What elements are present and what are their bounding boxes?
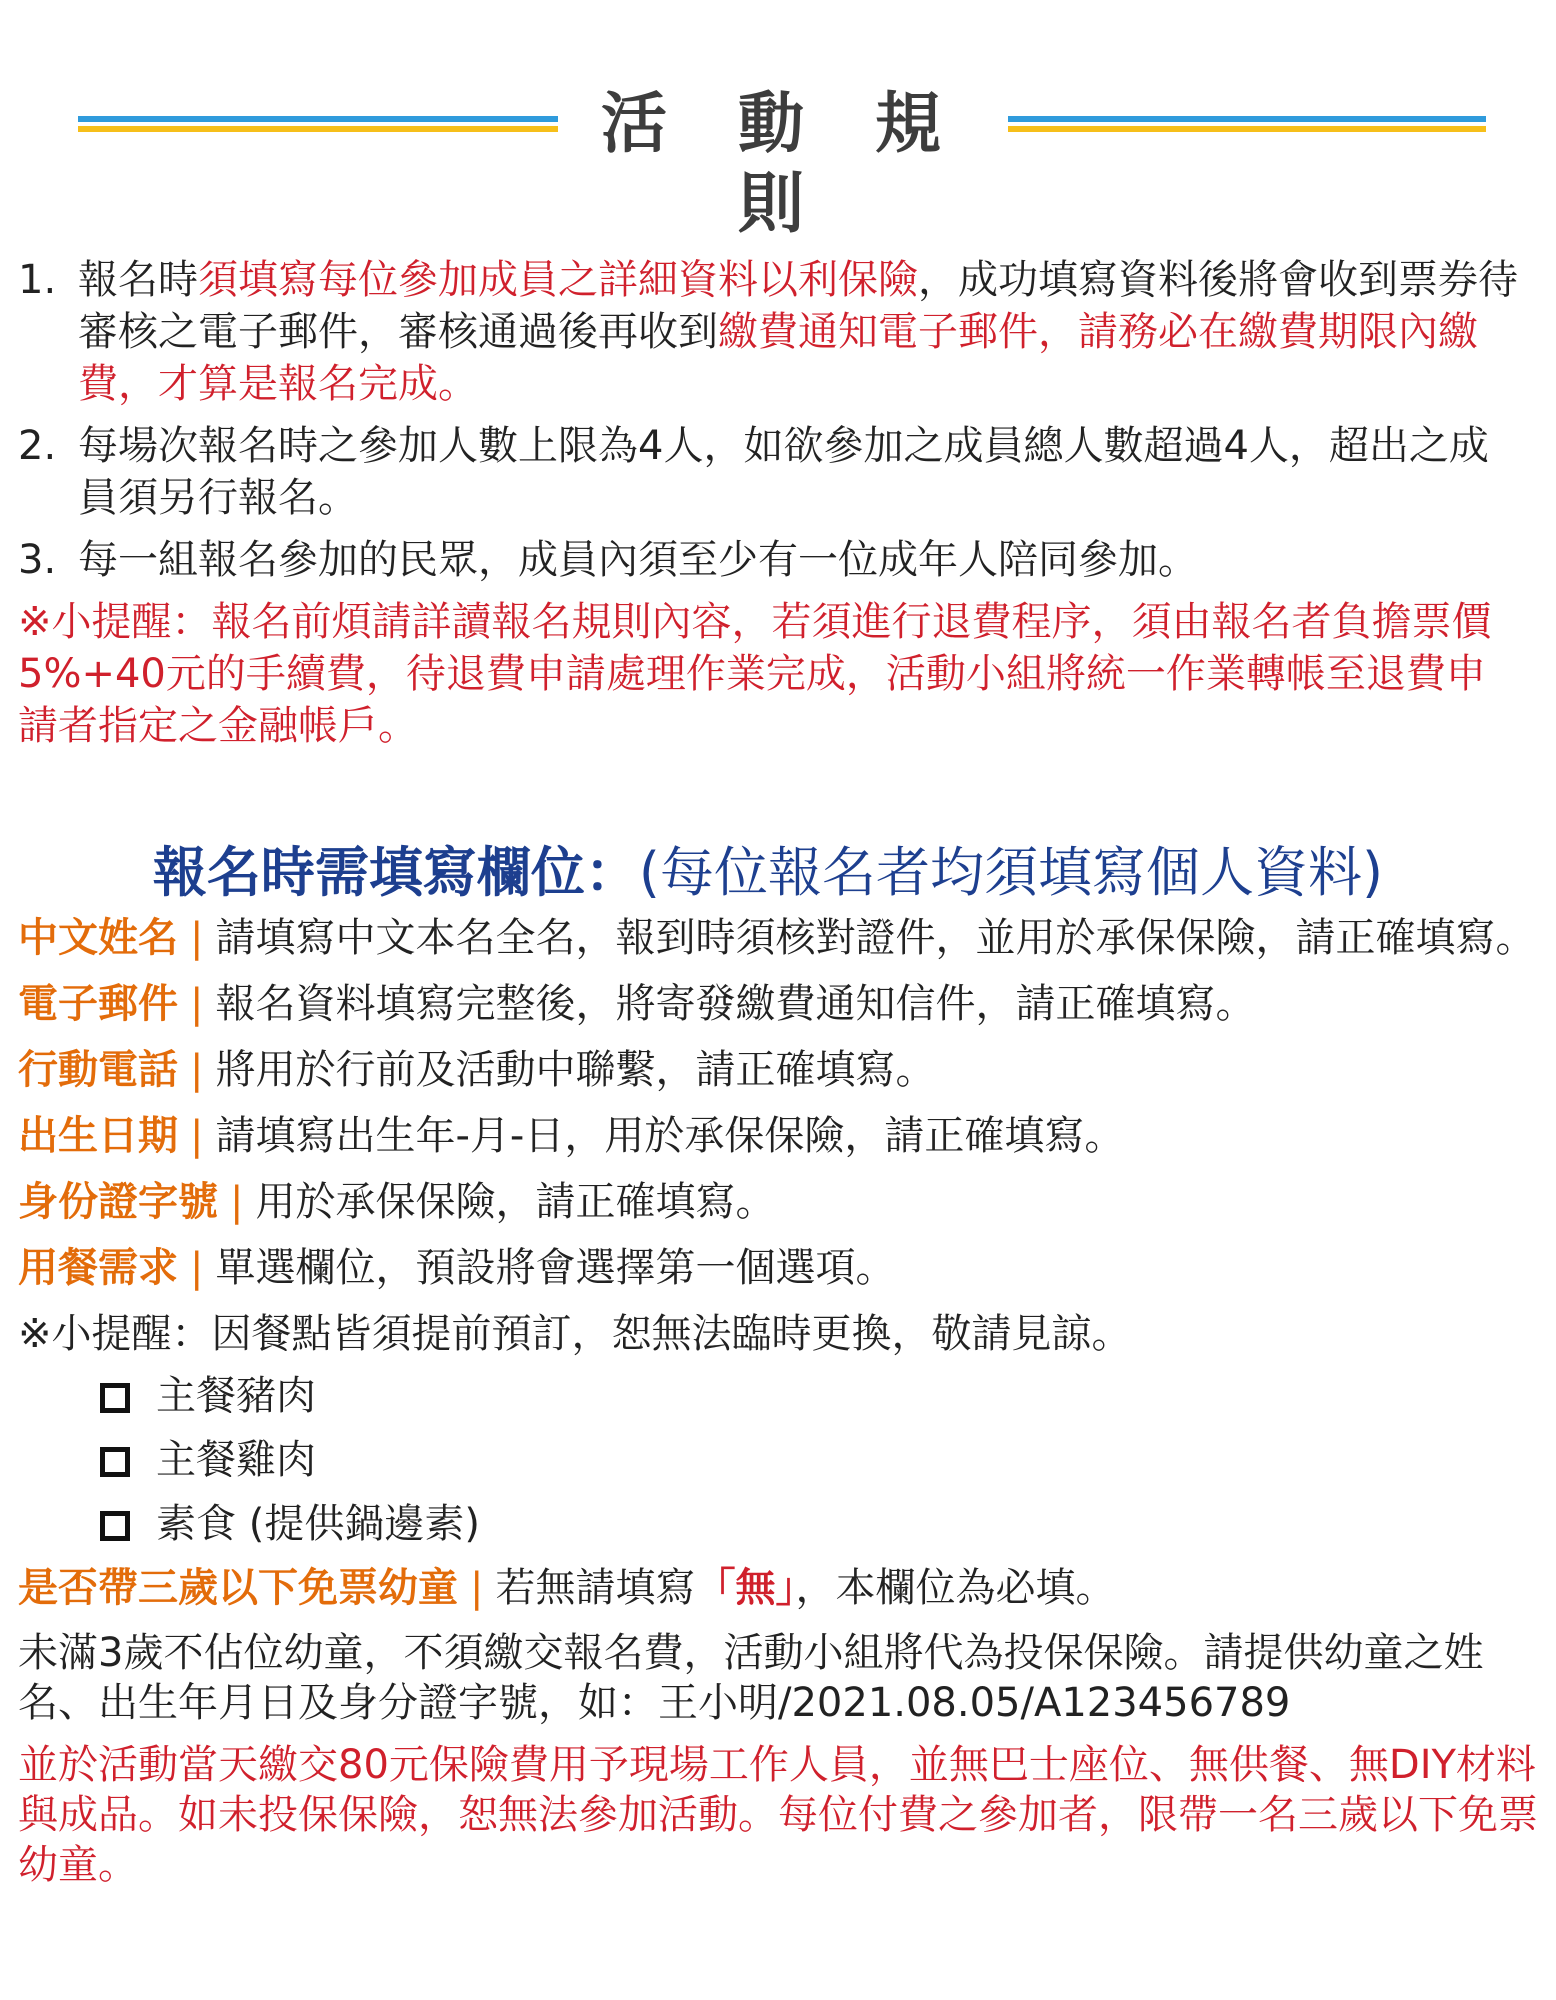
field-label: 出生日期 bbox=[18, 1113, 178, 1159]
field-desc: 用於承保保險，請正確填寫。 bbox=[255, 1179, 776, 1225]
field-label: 是否帶三歲以下免票幼童 bbox=[18, 1565, 458, 1611]
field-label: 身份證字號 bbox=[18, 1179, 218, 1225]
field-desc: 若無請填寫 bbox=[495, 1565, 696, 1611]
rule-item bbox=[18, 420, 1518, 524]
meal-option-label: 素食 (提供鍋邊素) bbox=[156, 1501, 480, 1547]
field-separator: | bbox=[470, 1565, 484, 1611]
rule-item bbox=[18, 254, 1518, 410]
rule-number: 2. bbox=[18, 423, 57, 469]
field-row-id-number bbox=[18, 1176, 1538, 1228]
fields-section-title bbox=[18, 838, 1518, 908]
field-label: 中文姓名 bbox=[18, 915, 178, 961]
meal-reminder: ※小提醒：因餐點皆須提前預訂，恕無法臨時更換，敬請見諒。 bbox=[18, 1311, 1132, 1357]
meal-option bbox=[18, 1370, 1538, 1422]
field-row-chinese-name bbox=[18, 912, 1538, 964]
field-separator: | bbox=[190, 1113, 204, 1159]
field-row-mobile bbox=[18, 1044, 1538, 1096]
field-desc: 請填寫中文本名全名，報到時須核對證件，並用於承保保險，請正確填寫。 bbox=[215, 915, 1536, 961]
checkbox-icon bbox=[100, 1383, 130, 1413]
field-separator: | bbox=[190, 1047, 204, 1093]
rule-text: 每一組報名參加的民眾，成員內須至少有一位成年人陪同參加。 bbox=[78, 537, 1198, 583]
field-desc: 將用於行前及活動中聯繫，請正確填寫。 bbox=[215, 1047, 936, 1093]
rule-text-highlight: 繳費通知電子郵件，請務必在繳費期限內繳費，才算是報名完成。 bbox=[78, 309, 1478, 407]
field-desc: 報名資料填寫完整後，將寄發繳費通知信件，請正確填寫。 bbox=[215, 981, 1256, 1027]
rule-text: ，成功填寫資料後將會收到票券待審核之電子郵件，審核通過後再收到 bbox=[78, 257, 1518, 355]
field-separator: | bbox=[190, 915, 204, 961]
field-separator: | bbox=[230, 1179, 244, 1225]
field-label: 電子郵件 bbox=[18, 981, 178, 1027]
page-header bbox=[0, 84, 1556, 242]
field-row-meal bbox=[18, 1242, 1538, 1294]
rule-text: 報名時 bbox=[78, 257, 198, 303]
checkbox-icon bbox=[100, 1511, 130, 1541]
field-label: 用餐需求 bbox=[18, 1245, 178, 1291]
rule-text: 每場次報名時之參加人數上限為4人，如欲參加之成員總人數超過4人，超出之成員須另行報名。 bbox=[78, 423, 1489, 521]
checkbox-icon bbox=[100, 1447, 130, 1477]
field-desc: ，本欄位為必填。 bbox=[795, 1565, 1116, 1611]
meal-option-label: 主餐雞肉 bbox=[156, 1437, 316, 1483]
page-title: 活 動 規 則 bbox=[601, 85, 965, 242]
child-note: 未滿3歲不佔位幼童，不須繳交報名費，活動小組將代為投保保險。請提供幼童之姓名、出生年月日及身分證字號，如：王小明/2021.08.05/A123456789 bbox=[18, 1630, 1484, 1726]
field-row-email bbox=[18, 978, 1538, 1030]
field-separator: | bbox=[190, 1245, 204, 1291]
rule-text-highlight: 須填寫每位參加成員之詳細資料以利保險 bbox=[198, 257, 918, 303]
fields-list bbox=[18, 912, 1538, 1890]
field-desc: 單選欄位，預設將會選擇第一個選項。 bbox=[215, 1245, 896, 1291]
meal-option-label: 主餐豬肉 bbox=[156, 1373, 316, 1419]
field-label: 行動電話 bbox=[18, 1047, 178, 1093]
field-row-child bbox=[18, 1562, 1538, 1614]
fields-title-note: (每位報名者均須填寫個人資料) bbox=[638, 841, 1384, 904]
decorative-lines-left bbox=[78, 110, 558, 136]
field-desc-quoted: 「無」 bbox=[695, 1565, 796, 1611]
meal-option bbox=[18, 1498, 1538, 1550]
field-row-birthdate bbox=[18, 1110, 1538, 1162]
field-desc: 請填寫出生年-月-日，用於承保保險，請正確填寫。 bbox=[215, 1113, 1125, 1159]
rule-number: 3. bbox=[18, 537, 57, 583]
meal-option bbox=[18, 1434, 1538, 1486]
fields-title-bold: 報名時需填寫欄位： bbox=[152, 841, 639, 904]
decorative-lines-right bbox=[1008, 110, 1486, 136]
field-separator: | bbox=[190, 981, 204, 1027]
rules-list bbox=[18, 254, 1518, 752]
rule-number: 1. bbox=[18, 257, 57, 303]
child-note-warning: 並於活動當天繳交80元保險費用予現場工作人員，並無巴士座位、無供餐、無DIY材料與成品。如未投保保險，恕無法參加活動。每位付費之參加者，限帶一名三歲以下免票幼童。 bbox=[18, 1742, 1538, 1888]
rule-item bbox=[18, 534, 1518, 586]
refund-reminder: ※小提醒：報名前煩請詳讀報名規則內容，若須進行退費程序，須由報名者負擔票價5%+40元的手續費，待退費申請處理作業完成，活動小組將統一作業轉帳至退費申請者指定之金融帳戶。 bbox=[18, 599, 1492, 749]
